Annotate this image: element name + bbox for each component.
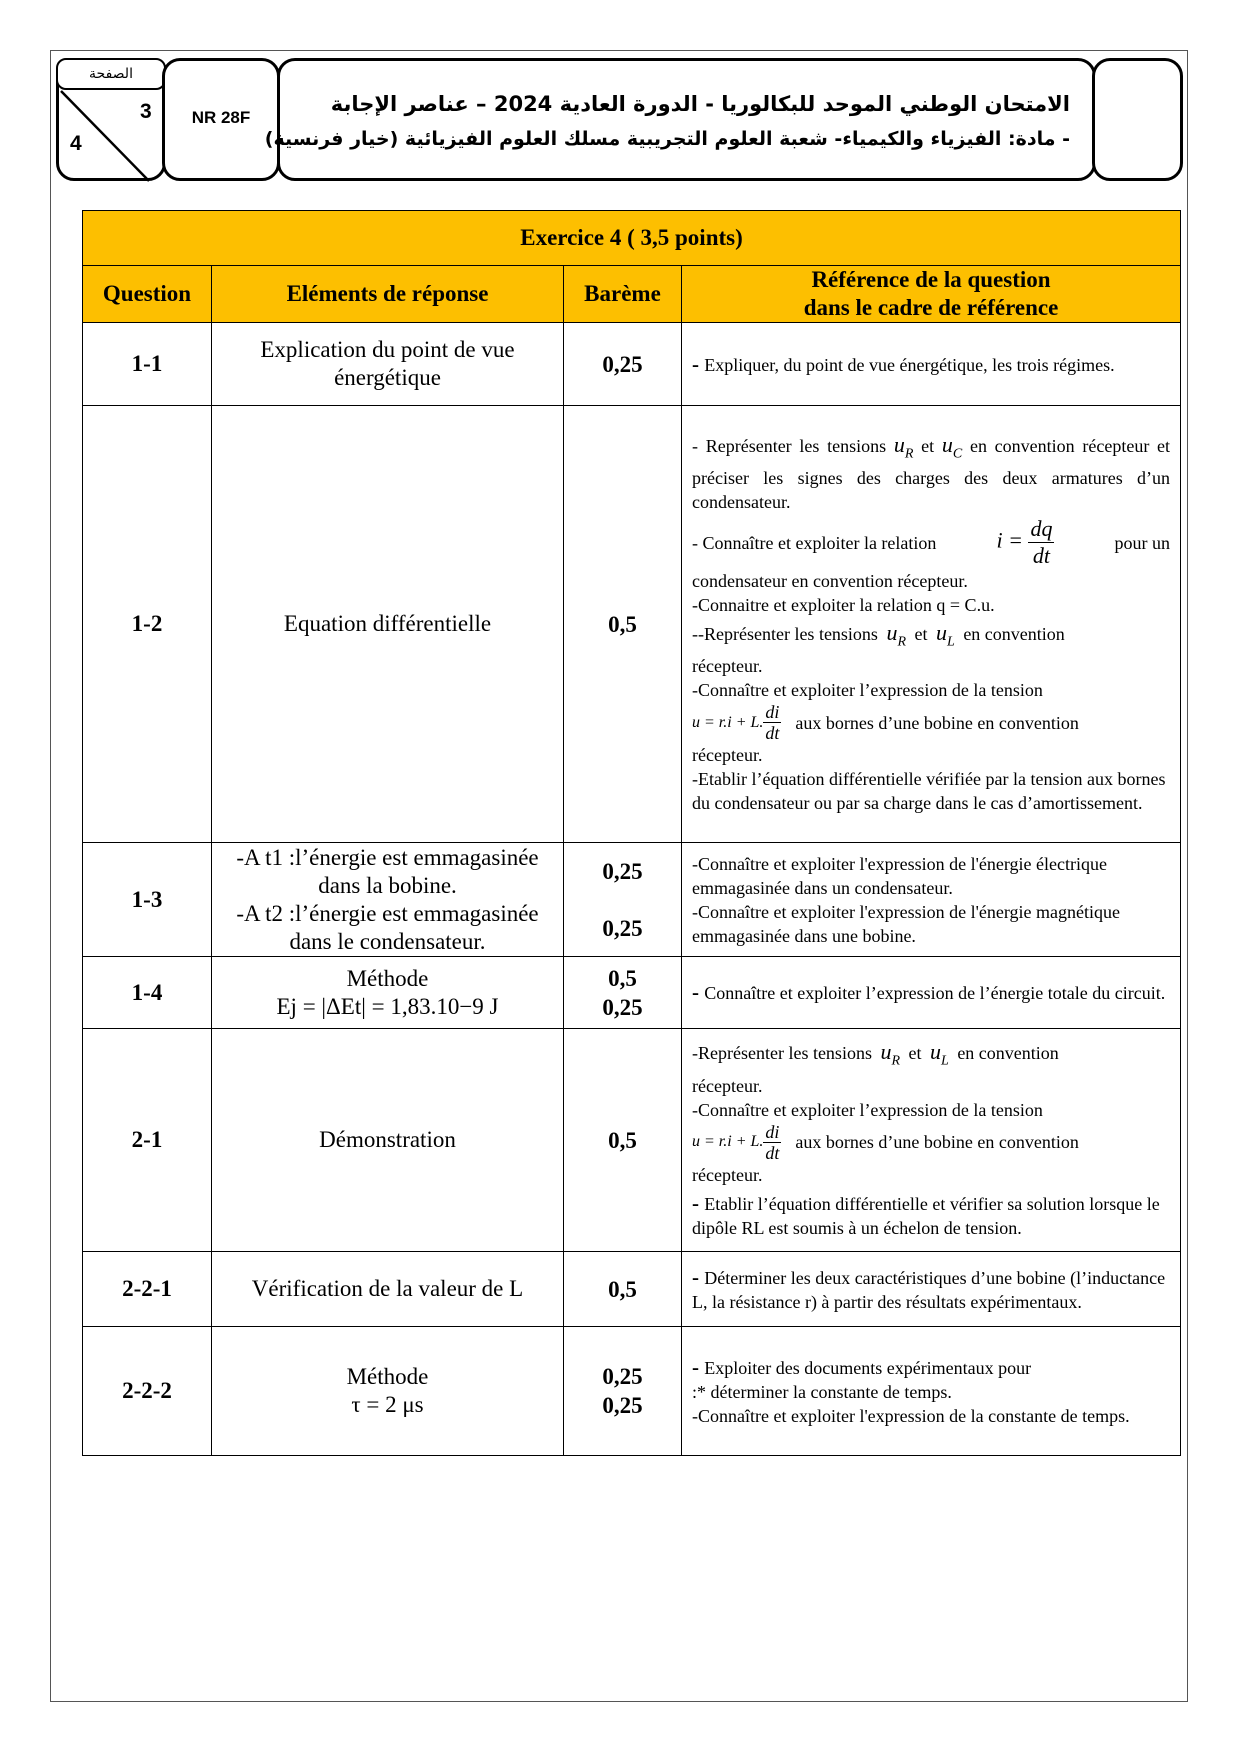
exam-title: الامتحان الوطني الموحد للبكالوريا - الدورة العادية 2024 – عناصر الإجابة [330, 92, 1070, 116]
table-row [83, 1252, 1181, 1327]
points: 0,25 0,25 [564, 843, 682, 957]
question-id: 1-3 [83, 843, 212, 957]
header-elements: Eléments de réponse [212, 266, 564, 323]
question-id: 1-4 [83, 957, 212, 1029]
answer-element: Equation différentielle [212, 406, 564, 843]
table-row [83, 1029, 1181, 1252]
question-id: 2-2-2 [83, 1327, 212, 1456]
reference: - Expliquer, du point de vue énergétique, les trois régimes. [682, 323, 1181, 406]
question-id: 1-1 [83, 323, 212, 406]
page-number: 3 [140, 100, 152, 123]
points: 0,5 [564, 1252, 682, 1327]
table-row [83, 1327, 1181, 1456]
answer-element: Méthode Ej = |ΔEt| = 1,83.10−9 J [212, 957, 564, 1029]
question-id: 2-1 [83, 1029, 212, 1252]
exam-code: NR 28F [191, 108, 251, 127]
table-row [83, 843, 1181, 957]
question-id: 2-2-1 [83, 1252, 212, 1327]
exam-subject: - مادة: الفيزياء والكيمياء- شعبة العلوم التجريبية مسلك العلوم الفيزيائية (خيار فرنسية) [264, 128, 1070, 150]
reference: -Connaître et exploiter l'expression de l'énergie électrique emmagasinée dans un condensateur. -Connaître et exploiter l'expression de l'énergie magnétique emmagasinée dans une bobine. [682, 843, 1181, 957]
points: 0,25 0,25 [564, 1327, 682, 1456]
title-box [277, 58, 1096, 181]
points: 0,5 [564, 1029, 682, 1252]
reference: -Représenter les tensions $u_R$ et $u_L$ en convention récepteur. -Connaître et exploiter l’expression de la tension u = r.i + L. $\frac{di}{dt}$ aux bornes d’une bobine en convention récepteur. - Etablir l’équation différentielle et vérifier sa solution lorsque le dipôle RL est soumis à un échelon de tension. [682, 1029, 1181, 1252]
reference: - Représenter les tensions $u_R$ et $u_C$ en convention récepteur et préciser les signes des charges des deux armatures d’un condensateur. - Connaître et exploiter la relation i = $\frac{dq}{dt}$ pour un condensateur en convention récepteur. -Connaitre et exploiter la relation q = C.u. --Représenter les tensions $u_R$ et $u_L$ en convention récepteur. -Connaître et exploiter l’expression de la tension u = r.i + L. $\frac{di}{dt}$ aux bornes d’une bobine en convention récepteur. -Etablir l’équation différentielle vérifiée par la tension aux bornes du condensateur ou par sa charge dans le cas d’amortissement. [682, 406, 1181, 843]
table-row [83, 957, 1181, 1029]
grading-table [82, 210, 1181, 1456]
answer-element: Vérification de la valeur de L [212, 1252, 564, 1327]
answer-element: -A t1 :l’énergie est emmagasinée dans la bobine. -A t2 :l’énergie est emmagasinée dans le condensateur. [212, 843, 564, 957]
table-row [83, 406, 1181, 843]
table-row [83, 323, 1181, 406]
answer-element: Démonstration [212, 1029, 564, 1252]
blank-box [1092, 58, 1183, 181]
page-total: 4 [70, 132, 82, 155]
page-label: الصفحة [56, 58, 166, 90]
question-id: 1-2 [83, 406, 212, 843]
answer-element: Méthode τ = 2 μs [212, 1327, 564, 1456]
answer-element: Explication du point de vue énergétique [212, 323, 564, 406]
points: 0,5 [564, 406, 682, 843]
reference: - Exploiter des documents expérimentaux pour :* déterminer la constante de temps. -Connaître et exploiter l'expression de la constante de temps. [682, 1327, 1181, 1456]
header-bareme: Barème [564, 266, 682, 323]
header-reference: Référence de la question dans le cadre de référence [682, 266, 1181, 323]
table-header [83, 266, 1181, 323]
points: 0,5 0,25 [564, 957, 682, 1029]
header-question: Question [83, 266, 212, 323]
reference: - Déterminer les deux caractéristiques d’une bobine (l’inductance L, la résistance r) à partir des résultats expérimentaux. [682, 1252, 1181, 1327]
reference: - Connaître et exploiter l’expression de l’énergie totale du circuit. [682, 957, 1181, 1029]
exercise-title: Exercice 4 ( 3,5 points) [83, 211, 1181, 266]
points: 0,25 [564, 323, 682, 406]
